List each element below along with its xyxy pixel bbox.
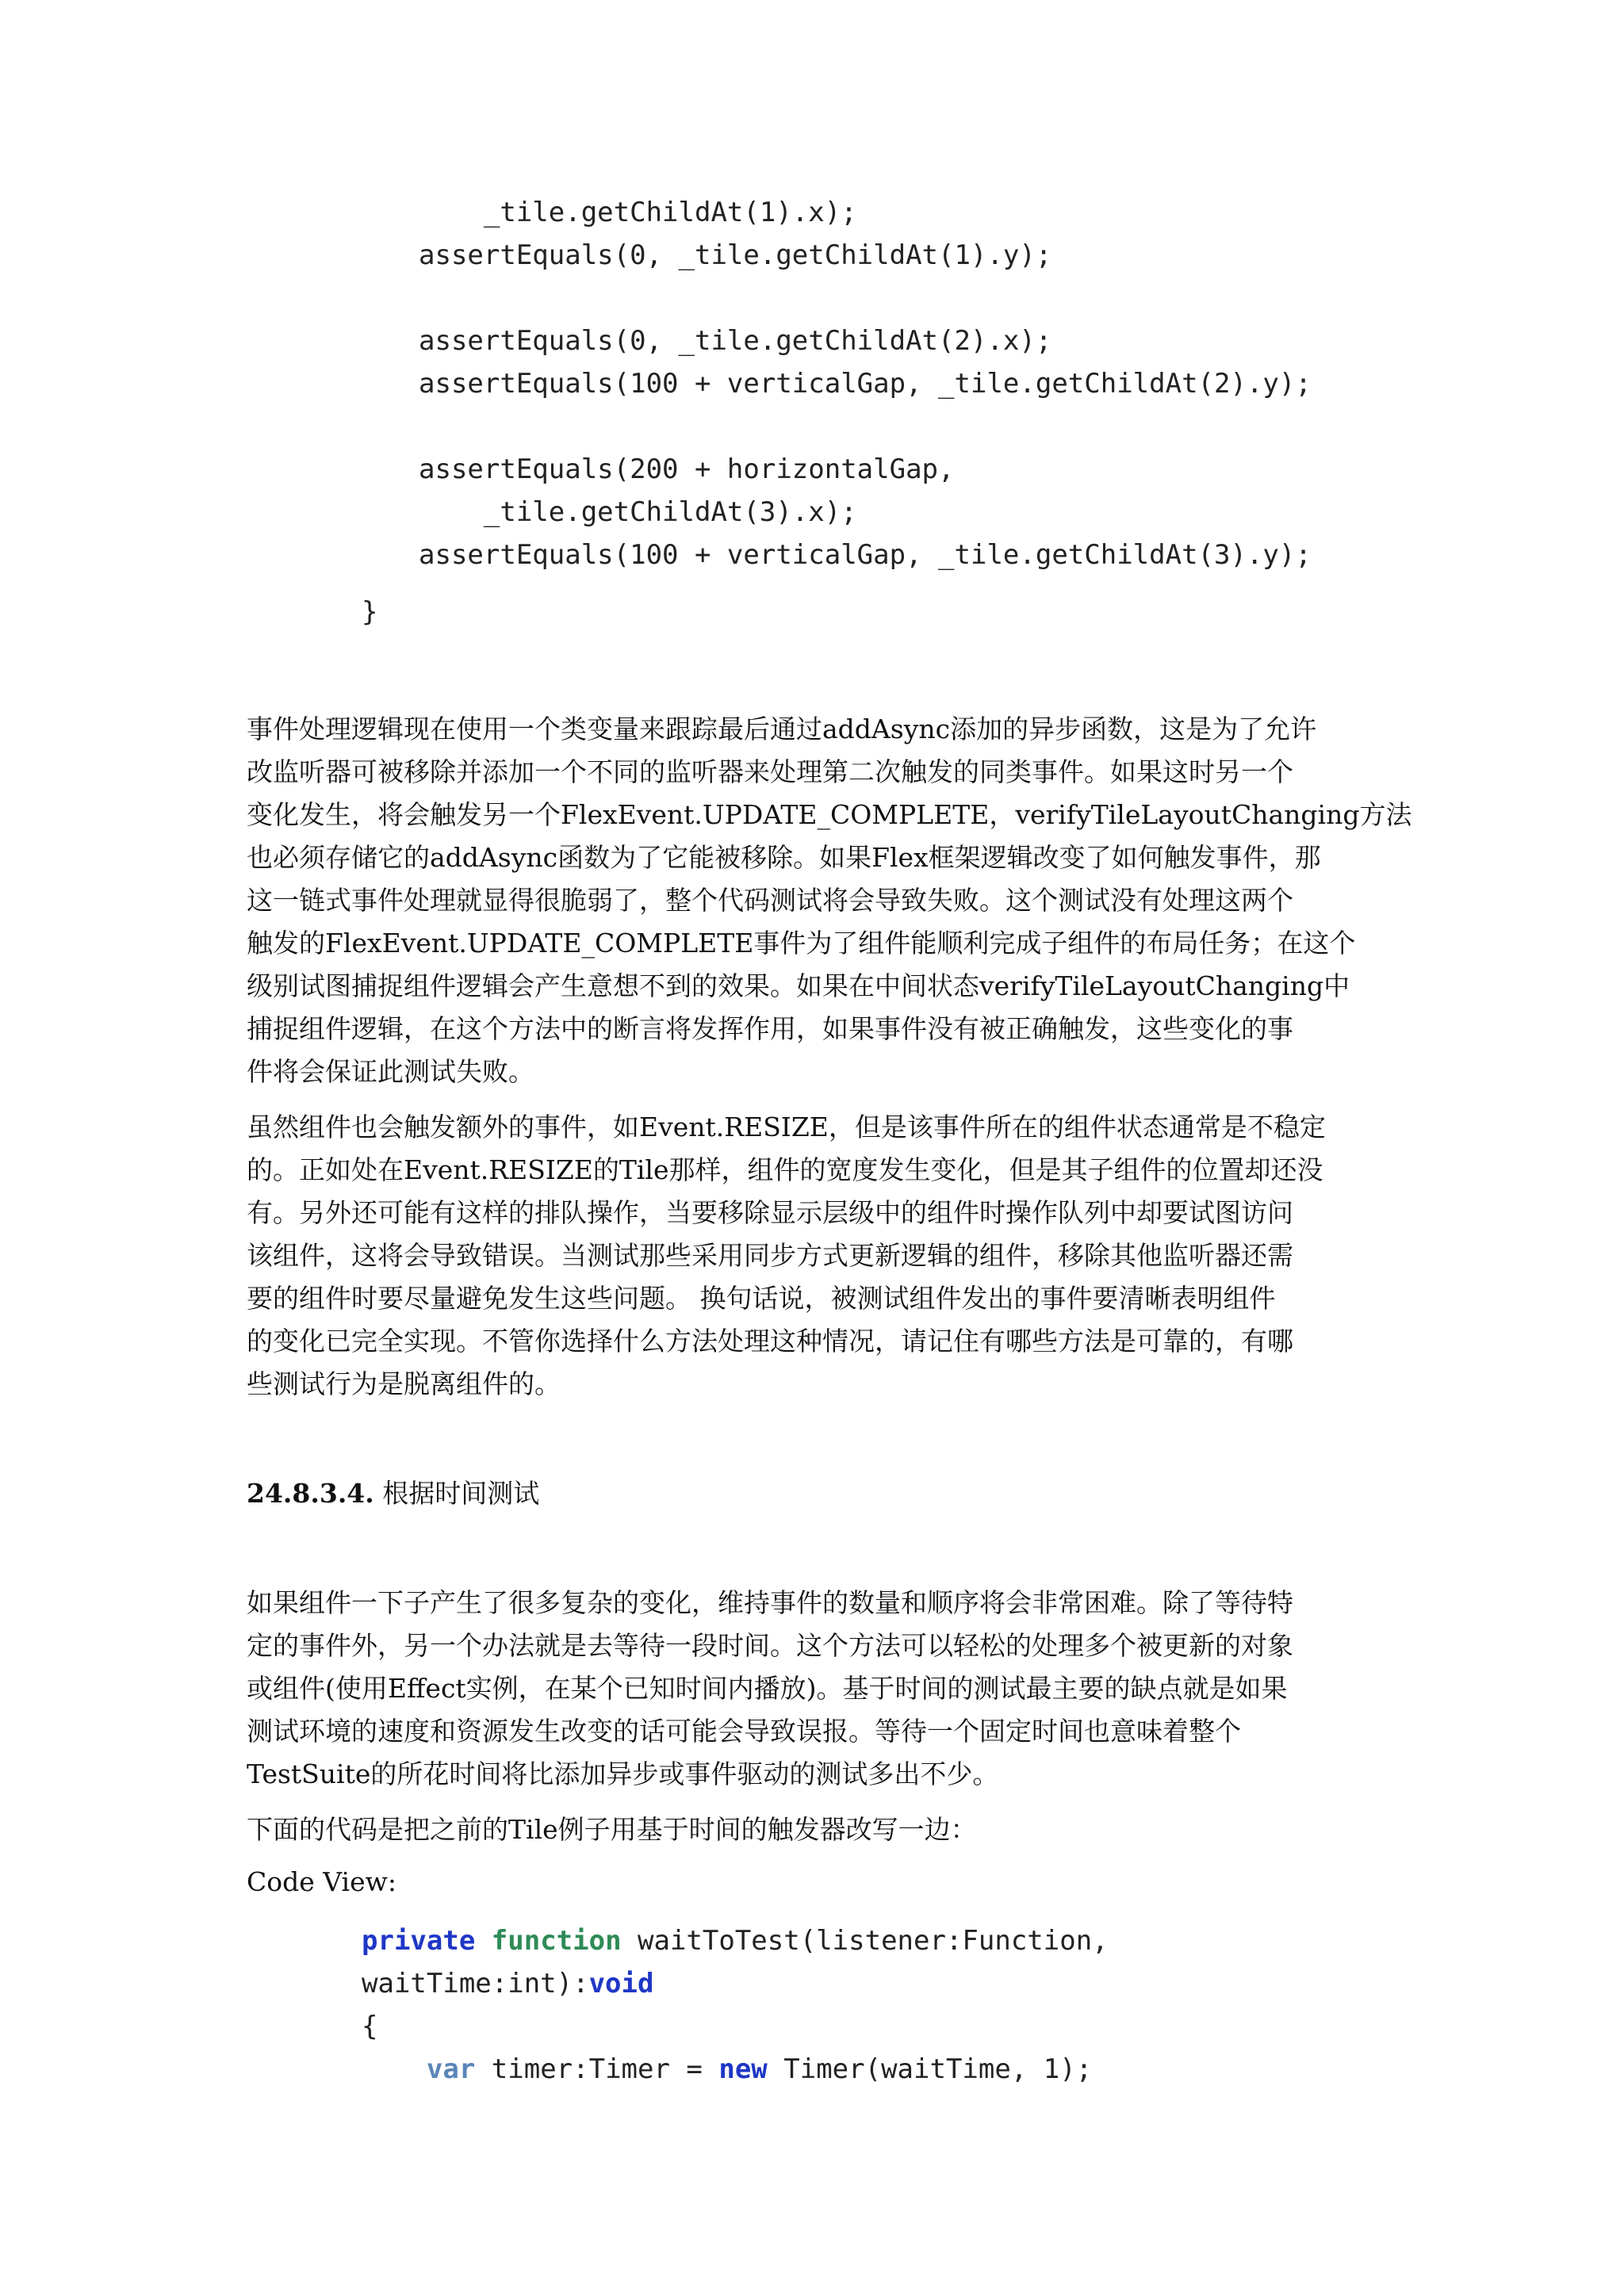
text-line: 级别试图捕捉组件逻辑会产生意想不到的效果。如果在中间状态verifyTileLayoutChanging中: [247, 970, 1350, 1001]
code-keyword: void: [588, 1968, 654, 1999]
code-text: waitTime:int):: [362, 1968, 589, 1999]
text-line: 该组件，这将会导致错误。当测试那些采用同步方式更新逻辑的组件，移除其他监听器还需: [247, 1240, 1293, 1271]
text-line: 要的组件时要尽量避免发生这些问题。 换句话说，被测试组件发出的事件要清晰表明组件: [247, 1283, 1276, 1314]
code-line: assertEquals(200 + horizontalGap,: [419, 453, 955, 485]
code-line: {: [362, 2011, 378, 2042]
text-line: TestSuite的所花时间将比添加异步或事件驱动的测试多出不少。: [247, 1758, 999, 1789]
code-line: [362, 2053, 1092, 2085]
text-line: 改监听器可被移除并添加一个不同的监听器来处理第二次触发的同类事件。如果这时另一个: [247, 756, 1293, 787]
code-line: _tile.getChildAt(1).x);: [419, 197, 857, 228]
text-line: 测试环境的速度和资源发生改变的话可能会导致误报。等待一个固定时间也意味着整个: [247, 1716, 1241, 1747]
text-line: 事件处理逻辑现在使用一个类变量来跟踪最后通过addAsync添加的异步函数，这是为了允许: [247, 714, 1317, 744]
code-keyword: private: [362, 1925, 476, 1957]
code-keyword: var: [426, 2053, 476, 2085]
text-line: 这一链式事件处理就显得很脆弱了，整个代码测试将会导致失败。这个测试没有处理这两个: [247, 885, 1293, 916]
text-line: 件将会保证此测试失败。: [247, 1056, 534, 1087]
code-keyword: new: [718, 2053, 768, 2085]
text-line: 如果组件一下子产生了很多复杂的变化，维持事件的数量和顺序将会非常困难。除了等待特: [247, 1587, 1293, 1618]
text-line: 或组件(使用Effect实例，在某个已知时间内播放)。基于时间的测试最主要的缺点就是如果: [247, 1673, 1288, 1704]
text-line: 定的事件外，另一个办法就是去等待一段时间。这个方法可以轻松的处理多个被更新的对象: [247, 1630, 1293, 1661]
section-number: 24.8.3.4.: [247, 1478, 374, 1509]
code-text: Timer(waitTime, 1);: [767, 2053, 1093, 2085]
text-line: 有。另外还可能有这样的排队操作，当要移除显示层级中的组件时操作队列中却要试图访问: [247, 1197, 1293, 1228]
section-heading: [247, 1473, 539, 1510]
text-line: 虽然组件也会触发额外的事件，如Event.RESIZE，但是该事件所在的组件状态通常是不稳定: [247, 1112, 1326, 1142]
text-line: 的变化已完全实现。不管你选择什么方法处理这种情况，请记住有哪些方法是可靠的，有哪: [247, 1326, 1293, 1357]
code-keyword: function: [491, 1925, 622, 1957]
section-title: 根据时间测试: [382, 1478, 540, 1509]
code-line: assertEquals(100 + verticalGap, _tile.getChildAt(2).y);: [419, 368, 1312, 400]
text-line: 捕捉组件逻辑，在这个方法中的断言将发挥作用，如果事件没有被正确触发，这些变化的事: [247, 1013, 1293, 1044]
code-text: waitToTest(listener:Function,: [621, 1925, 1109, 1957]
code-line: assertEquals(100 + verticalGap, _tile.getChildAt(3).y);: [419, 539, 1312, 571]
code-line: [362, 1925, 1109, 1957]
text-line: 的。正如处在Event.RESIZE的Tile那样，组件的宽度发生变化，但是其子组件的位置却还没: [247, 1154, 1323, 1185]
text-line: 变化发生，将会触发另一个FlexEvent.UPDATE_COMPLETE，verifyTileLayoutChanging方法: [247, 799, 1412, 830]
code-line: [362, 1968, 653, 1999]
code-indent: [362, 2053, 427, 2085]
code-view-label: Code View:: [247, 1866, 396, 1897]
code-text: timer:Timer =: [475, 2053, 719, 2085]
text-line: 些测试行为是脱离组件的。: [247, 1368, 561, 1399]
code-closing-brace: }: [362, 596, 378, 628]
code-line: assertEquals(0, _tile.getChildAt(1).y);: [419, 239, 1052, 271]
code-line: _tile.getChildAt(3).x);: [419, 496, 857, 528]
paragraph-4: 下面的代码是把之前的Tile例子用基于时间的触发器改写一边：: [247, 1814, 977, 1845]
text-line: 也必须存储它的addAsync函数为了它能被移除。如果Flex框架逻辑改变了如何触发事件，那: [247, 842, 1321, 873]
code-line: assertEquals(0, _tile.getChildAt(2).x);: [419, 325, 1052, 357]
text-line: 触发的FlexEvent.UPDATE_COMPLETE事件为了组件能顺利完成子组件的布局任务；在这个: [247, 928, 1356, 959]
